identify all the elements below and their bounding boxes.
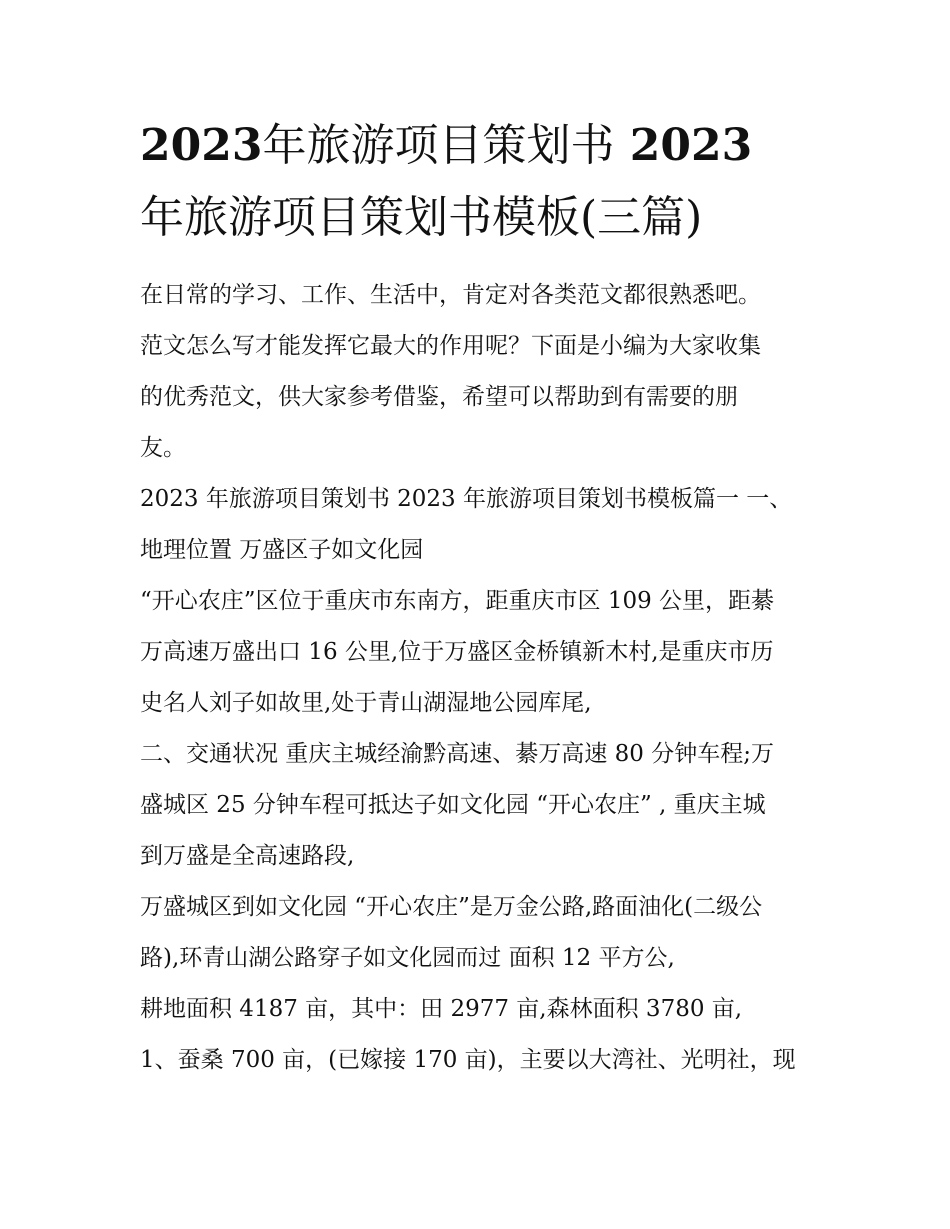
text-line: 2023 年旅游项目策划书 2023 年旅游项目策划书模板篇一 一、: [140, 486, 793, 512]
paragraph-location: [140, 576, 812, 729]
paragraph-traffic: [140, 729, 812, 882]
text-line: 到万盛是全高速路段,: [140, 843, 355, 869]
text-line: 的优秀范文，供大家参考借鉴，希望可以帮助到有需要的朋: [140, 384, 738, 410]
text-line: 二、交通状况 重庆主城经渝黔高速、綦万高速 80 分钟车程;万: [140, 741, 774, 767]
paragraph-sericulture: [140, 1035, 812, 1086]
title-line-2: 年旅游项目策划书模板(三篇): [140, 192, 703, 243]
text-line: 地理位置 万盛区子如文化园: [140, 537, 424, 563]
text-line: 1、蚕桑 700 亩，(已嫁接 170 亩)，主要以大湾社、光明社，现: [140, 1047, 796, 1073]
text-line: 耕地面积 4187 亩，其中：田 2977 亩,森林面积 3780 亩,: [140, 996, 743, 1022]
title-year-a: 2023: [140, 120, 263, 171]
paragraph-land: [140, 984, 812, 1035]
title-line-1: [140, 110, 812, 182]
paragraph-road: [140, 882, 812, 984]
text-line: 友。: [140, 435, 186, 461]
text-line: 万高速万盛出口 16 公里,位于万盛区金桥镇新木村,是重庆市历: [140, 639, 774, 665]
text-line: “开心农庄”区位于重庆市东南方，距重庆市区 109 公里，距綦: [140, 588, 775, 614]
document-page: [140, 110, 812, 1086]
text-line: 在日常的学习、工作、生活中，肯定对各类范文都很熟悉吧。: [140, 282, 761, 308]
paragraph-intro: [140, 270, 812, 474]
title-year-b: 2023: [614, 120, 753, 171]
text-line: 万盛城区到如文化园 “开心农庄”是万金公路,路面油化(二级公: [140, 894, 763, 920]
paragraph-section-heading: [140, 474, 812, 576]
text-line: 史名人刘子如故里,处于青山湖湿地公园库尾,: [140, 690, 592, 716]
text-line: 范文怎么写才能发挥它最大的作用呢？下面是小编为大家收集: [140, 333, 761, 359]
title-text-a: 年旅游项目策划书: [262, 120, 615, 171]
text-line: 盛城区 25 分钟车程可抵达子如文化园 “开心农庄” , 重庆主城: [140, 792, 766, 818]
text-line: 路),环青山湖公路穿子如文化园而过 面积 12 平方公,: [140, 945, 675, 971]
document-title: [140, 110, 812, 254]
